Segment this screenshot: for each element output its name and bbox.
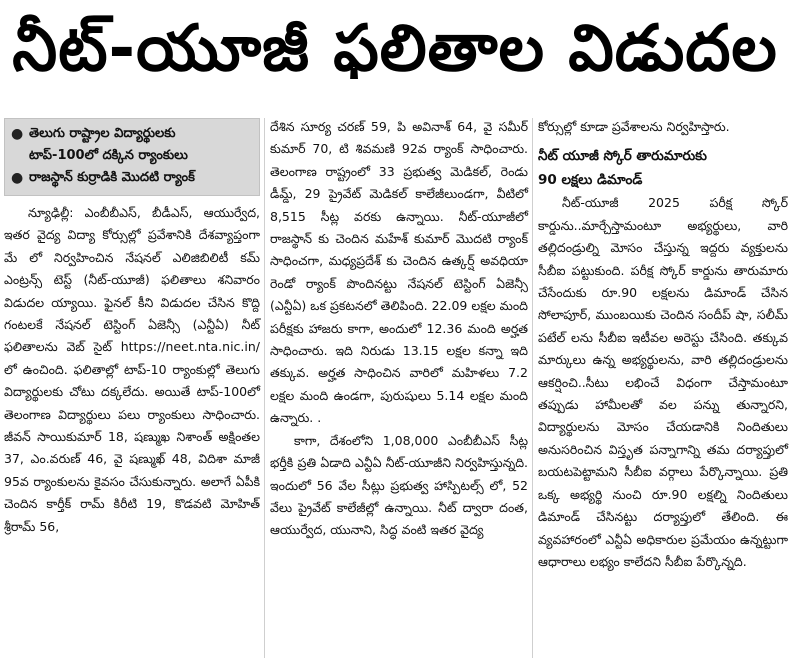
article-paragraph: దేశిన సూర్య చరణ్ 59, పి అవినాశ్ 64, వై సమీర్ కుమార్ 70, టి శివమణి 92వ ర్యాంక్ సాధించారు. తెలంగాణ రాష్ట్రంలో 33 ప్రభుత్వ మెడికల్, రెండు డీమ్డ్, 29 ప్రైవేట్ మెడికల్ కాలేజీలుండగా, వీటిలో 8,515 సీట్ల వరకు ఉన్నాయి. నీట్-యూజీలో రాజస్థాన్ కు చెందిన మహేశ్ కుమార్ మొదటి ర్యాంక్ సాధించగా, మధ్యప్రదేశ్ కు చెందిన ఉత్కర్ష్ అవధియా రెండో ర్యాంక్ పొందినట్టు నేషనల్ టెస్టింగ్ ఏజెన్సీ (ఎన్టీఏ) ఒక ప్రకటనలో తెలిపింది. 22.09 లక్షల మంది పరీక్షకు హాజరు కాగా, అందులో 12.36 మంది అర్హత సాధించారు. ఇది నిరుడు 13.15 లక్షల కన్నా ఇది తక్కువ. అర్హత సాధించిన వారిలో మహిళలు 7.2 లక్షల మంది ఉండగా, పురుషులు 5.14 లక్షల మంది ఉన్నారు. . — [270, 119, 528, 426]
column-1 — [4, 118, 260, 538]
highlight-item: ● రాజస్థాన్ కుర్రాడికి మొదటి ర్యాంక్ — [11, 167, 253, 189]
article-paragraph: న్యూఢిల్లీ: ఎంబీబీఎస్, బీడీఎస్, ఆయుర్వేద, ఇతర వైద్య విద్యా కోర్సుల్లో ప్రవేశానికి దేశవ్యాప్తంగా మే లో నిర్వహించిన నేషనల్ ఎలిజిబిలిటీ కమ్ ఎంట్రన్స్ టెస్ట్ (నీట్-యూజీ) ఫలితాలు శనివారం విడుదల య్యాయి. ఫైనల్ కీని విడుదల చేసిన కొద్ది గంటలకే నేషనల్ టెస్టింగ్ ఏజెన్సీ (ఎన్టీఏ) నీట్ ఫలితాలను వెబ్ సైట్ https://neet.nta.nic.in/ లో ఉంచింది. ఫలితాల్లో టాప్-10 ర్యాంకుల్లో తెలుగు విద్యార్థులకు చోటు దక్కలేదు. అయితే టాప్-100లో తెలంగాణ విద్యార్థులు పలు ర్యాంకులు సాధించారు. జీవన్ సాయికుమార్ 18, షణ్ముఖ నిశాంత్ అక్షింతల 37, ఎం.వరుణ్ 46, వై షణ్ముఖ్ 48, విదిశా మాజీ 95వ ర్యాంకులను కైవసం చేసుకున్నారు. అలాగే ఏపీకి చెందిన కార్తీక్ రామ్ కిరీటి 19, కొడవటి మోహిత్ శ్రీరామ్ 56, — [4, 205, 260, 534]
article-paragraph: నీట్-యూజీ 2025 పరీక్ష స్కోర్ కార్డును..మార్చేస్తామంటూ అభ్యర్థులు, వారి తల్లిదండ్రుల్ని మోసం చేస్తున్న ఇద్దరు వ్యక్తులను సీబీఐ పట్టుకుంది. పరీక్ష స్కోర్ కార్డును తారుమారు చేసేందుకు రూ.90 లక్షలను డిమాండ్ చేసిన సోలాపూర్, ముంబయికు చెందిన సందీప్ షా, సలీమ్ పటేల్ లను సీబీఐ ఇటీవల అరెస్టు చేసింది. తక్కువ మార్కులు ఉన్న అభ్యర్థులను, వారి తల్లిదండ్రులను ఆకర్షించి..సీటు లభించే విధంగా చేస్తామంటూ తప్పుడు హామీలతో వల పన్ను తున్నారని, విద్యార్థులను మోసం చేయడానికి నిందితులు అనుసరించిన విస్తృత పన్నాగాన్ని తమ దర్యాప్తులో బయటపెట్టామని సీబీఐ వర్గాలు పేర్కొన్నాయి. ప్రతి ఒక్క అభ్యర్థి నుంచి రూ.90 లక్షల్ని నిందితులు డిమాండ్ చేసినట్టు దర్యాప్తులో తేలింది. ఈ వ్యవహారంలో ఎన్టీఏ అధికారుల ప్రమేయం ఉన్నట్టుగా ఆధారాలు లభ్యం కాలేదని సీబీఐ పేర్కొన్నది. — [538, 195, 788, 569]
subheading: నీట్ యూజీ స్కోర్ తారుమారుకు — [538, 148, 707, 165]
highlight-item-continuation: టాప్-100లో దక్కిన ర్యాంకులు — [29, 148, 188, 163]
bullet-icon: ● — [11, 126, 24, 142]
subheading: 90 లక్షలు డిమాండ్ — [538, 172, 643, 189]
column-3 — [538, 116, 788, 573]
column-2 — [270, 116, 528, 542]
highlights-box — [4, 118, 260, 196]
article-paragraph: కాగా, దేశంలోని 1,08,000 ఎంబీబీఎస్ సీట్ల భర్తీకి ప్రతి ఏడాది ఎన్టీఏ నీట్-యూజీని నిర్వహిస్తున్నది. ఇందులో 56 వేల సీట్లు ప్రభుత్వ హాస్పిటల్స్ లో, 52 వేలు ప్రైవేట్ కాలేజీల్లో ఉన్నాయి. నీట్ ద్వారా దంత, ఆయుర్వేద, యునాని, సిద్ధ వంటి ఇతర వైద్య — [270, 432, 528, 538]
bullet-icon: ● — [11, 170, 24, 186]
article-paragraph: కోర్సుల్లో కూడా ప్రవేశాలను నిర్వహిస్తారు. — [538, 119, 730, 134]
column-divider — [532, 118, 533, 658]
headline: నీట్-యూజీ ఫలితాల విడుదల — [12, 11, 778, 86]
highlight-item: ● తెలుగు రాష్ట్రాల విద్యార్థులకు — [11, 123, 253, 145]
column-divider — [264, 118, 265, 658]
